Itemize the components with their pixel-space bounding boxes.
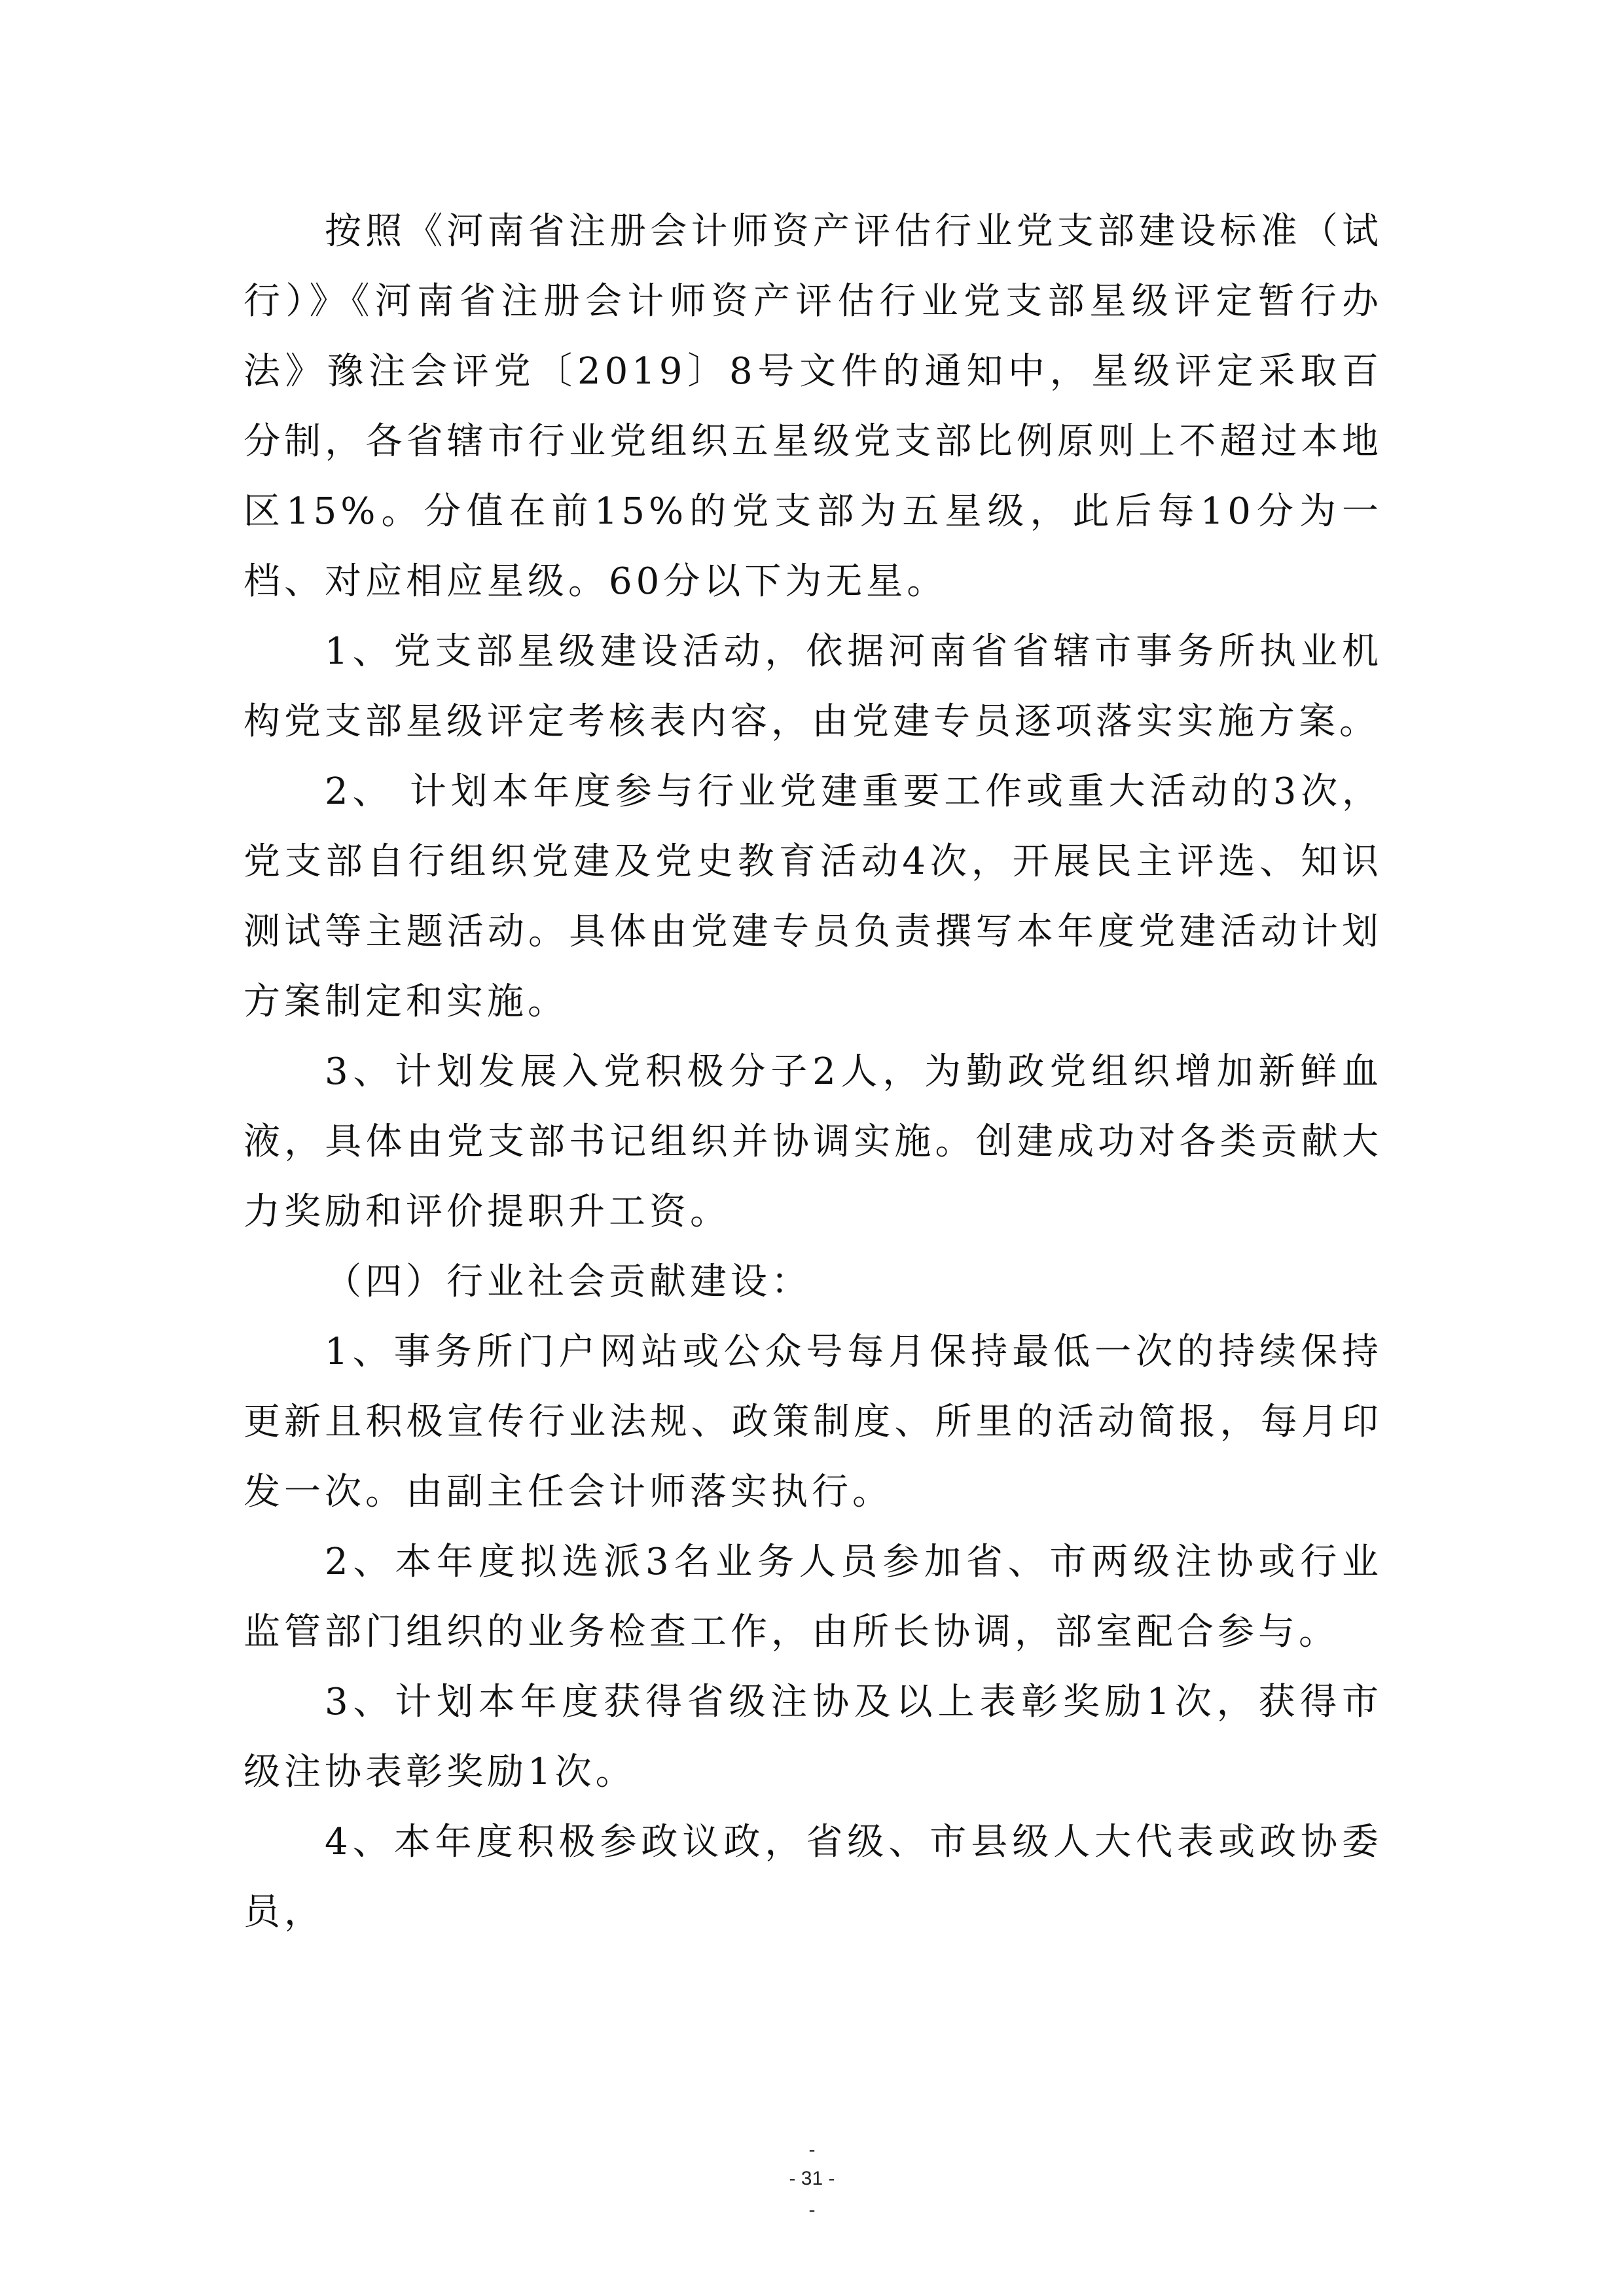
paragraph-star-rating-intro: 按照《河南省注册会计师资产评估行业党支部建设标准（试行）》《河南省注册会计师资产评估行业党支部星级评定暂行办法》豫注会评党〔2019〕8号文件的通知中，星级评定采取百分制，各省辖市行业党组织五星级党支部比例原则上不超过本地区15%。分值在前15%的党支部为五星级，此后每10分为一档、对应相应星级。60分以下为无星。 (244, 210, 1382, 603)
paragraph-item-2-activity-plan: 2、 计划本年度参与行业党建重要工作或重大活动的3次，党支部自行组织党建及党史教育活动4次，开展民主评选、知识测试等主题活动。具体由党建专员负责撰写本年度党建活动计划方案制定和实施。 (244, 770, 1382, 1023)
paragraph-item-3-awards: 3、计划本年度获得省级注协及以上表彰奖励1次，获得市级注协表彰奖励1次。 (244, 1681, 1382, 1793)
document-body (244, 196, 1382, 1947)
page-number: - 31 - (789, 2168, 835, 2189)
paragraph-item-3-party-development: 3、计划发展入党积极分子2人，为勤政党组织增加新鲜血液，具体由党支部书记组织并协调实施。创建成功对各类贡献大力奖励和评价提职升工资。 (244, 1050, 1382, 1233)
paragraph-item-2-inspection-staff: 2、本年度拟选派3名业务人员参加省、市两级注协或行业监管部门组织的业务检查工作，由所长协调，部室配合参与。 (244, 1541, 1382, 1653)
paragraph-item-4-political-participation: 4、本年度积极参政议政，省级、市县级人大代表或政协委员， (244, 1821, 1382, 1933)
paragraph-item-1-star-building: 1、党支部星级建设活动，依据河南省省辖市事务所执业机构党支部星级评定考核表内容，由党建专员逐项落实实施方案。 (244, 630, 1382, 743)
footer-dash-top: - (808, 2139, 816, 2161)
paragraph-item-1-website-update: 1、事务所门户网站或公众号每月保持最低一次的持续保持更新且积极宣传行业法规、政策制度、所里的活动简报，每月印发一次。由副主任会计师落实执行。 (244, 1331, 1382, 1513)
section-heading-social-contribution: （四）行业社会贡献建设： (325, 1261, 812, 1303)
footer-dash-bottom: - (808, 2199, 816, 2221)
